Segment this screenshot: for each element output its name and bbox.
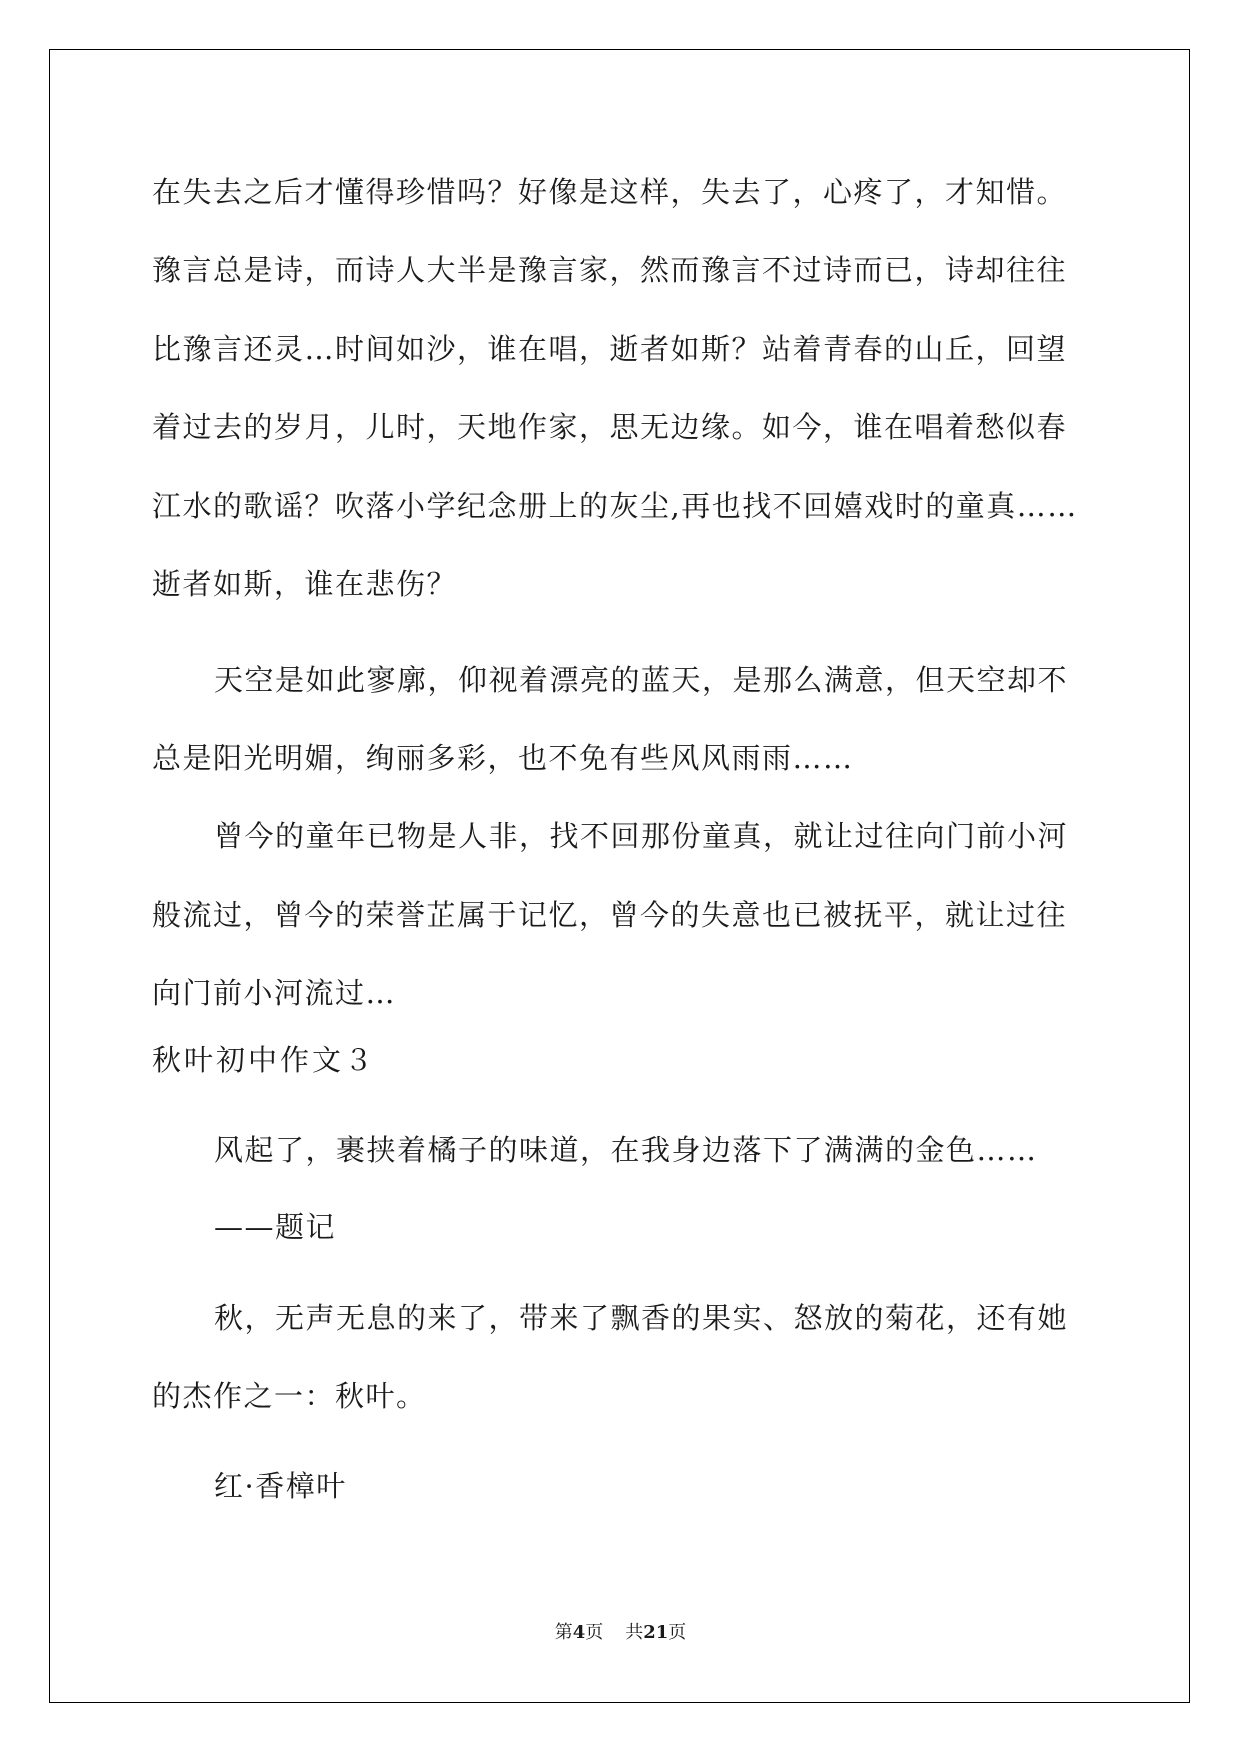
text-line: 着过去的岁月，儿时，天地作家，思无边缘。如今，谁在唱着愁似春 — [152, 410, 1068, 444]
section-heading: 秋叶初中作文３ — [152, 1043, 377, 1077]
paragraph-line: 天空是如此寥廓，仰视着漂亮的蓝天，是那么满意，但天空却不 — [214, 663, 1069, 697]
page-border — [49, 49, 1190, 1703]
text-line: 般流过，曾今的荣誉芷属于记忆，曾今的失意也已被抚平，就让过往 — [152, 898, 1068, 932]
text-line: 总是阳光明媚，绚丽多彩，也不免有些风风雨雨…… — [152, 741, 854, 775]
text-line: 江水的歌谣？吹落小学纪念册上的灰尘,再也找不回嬉戏时的童真…… — [152, 489, 1078, 523]
total-label-prefix: 共 — [625, 1622, 644, 1643]
page-label-suffix: 页 — [585, 1622, 604, 1643]
page-label-prefix: 第 — [554, 1622, 573, 1643]
page-number: 4 — [572, 1622, 586, 1643]
page-footer — [0, 1618, 1241, 1644]
paragraph-line: 曾今的童年已物是人非，找不回那份童真，就让过往向门前小河 — [214, 819, 1069, 853]
subheading: 红·香樟叶 — [214, 1469, 347, 1503]
text-line: 逝者如斯，谁在悲伤？ — [152, 567, 458, 601]
epigraph-attribution: ——题记 — [214, 1210, 337, 1244]
paragraph-line: 秋，无声无息的来了，带来了飘香的果实、怒放的菊花，还有她 — [214, 1301, 1069, 1335]
total-label-suffix: 页 — [668, 1622, 687, 1643]
total-pages: 21 — [643, 1622, 669, 1643]
text-line: 豫言总是诗，而诗人大半是豫言家，然而豫言不过诗而已，诗却往往 — [152, 253, 1068, 287]
text-line: 在失去之后才懂得珍惜吗？好像是这样，失去了，心疼了，才知惜。 — [152, 175, 1068, 209]
paragraph-line: 风起了，裹挟着橘子的味道，在我身边落下了满满的金色…… — [214, 1133, 1038, 1167]
text-line: 比豫言还灵…时间如沙，谁在唱，逝者如斯？站着青春的山丘，回望 — [152, 332, 1068, 366]
text-line: 的杰作之一：秋叶。 — [152, 1379, 427, 1413]
text-line: 向门前小河流过… — [152, 976, 397, 1010]
